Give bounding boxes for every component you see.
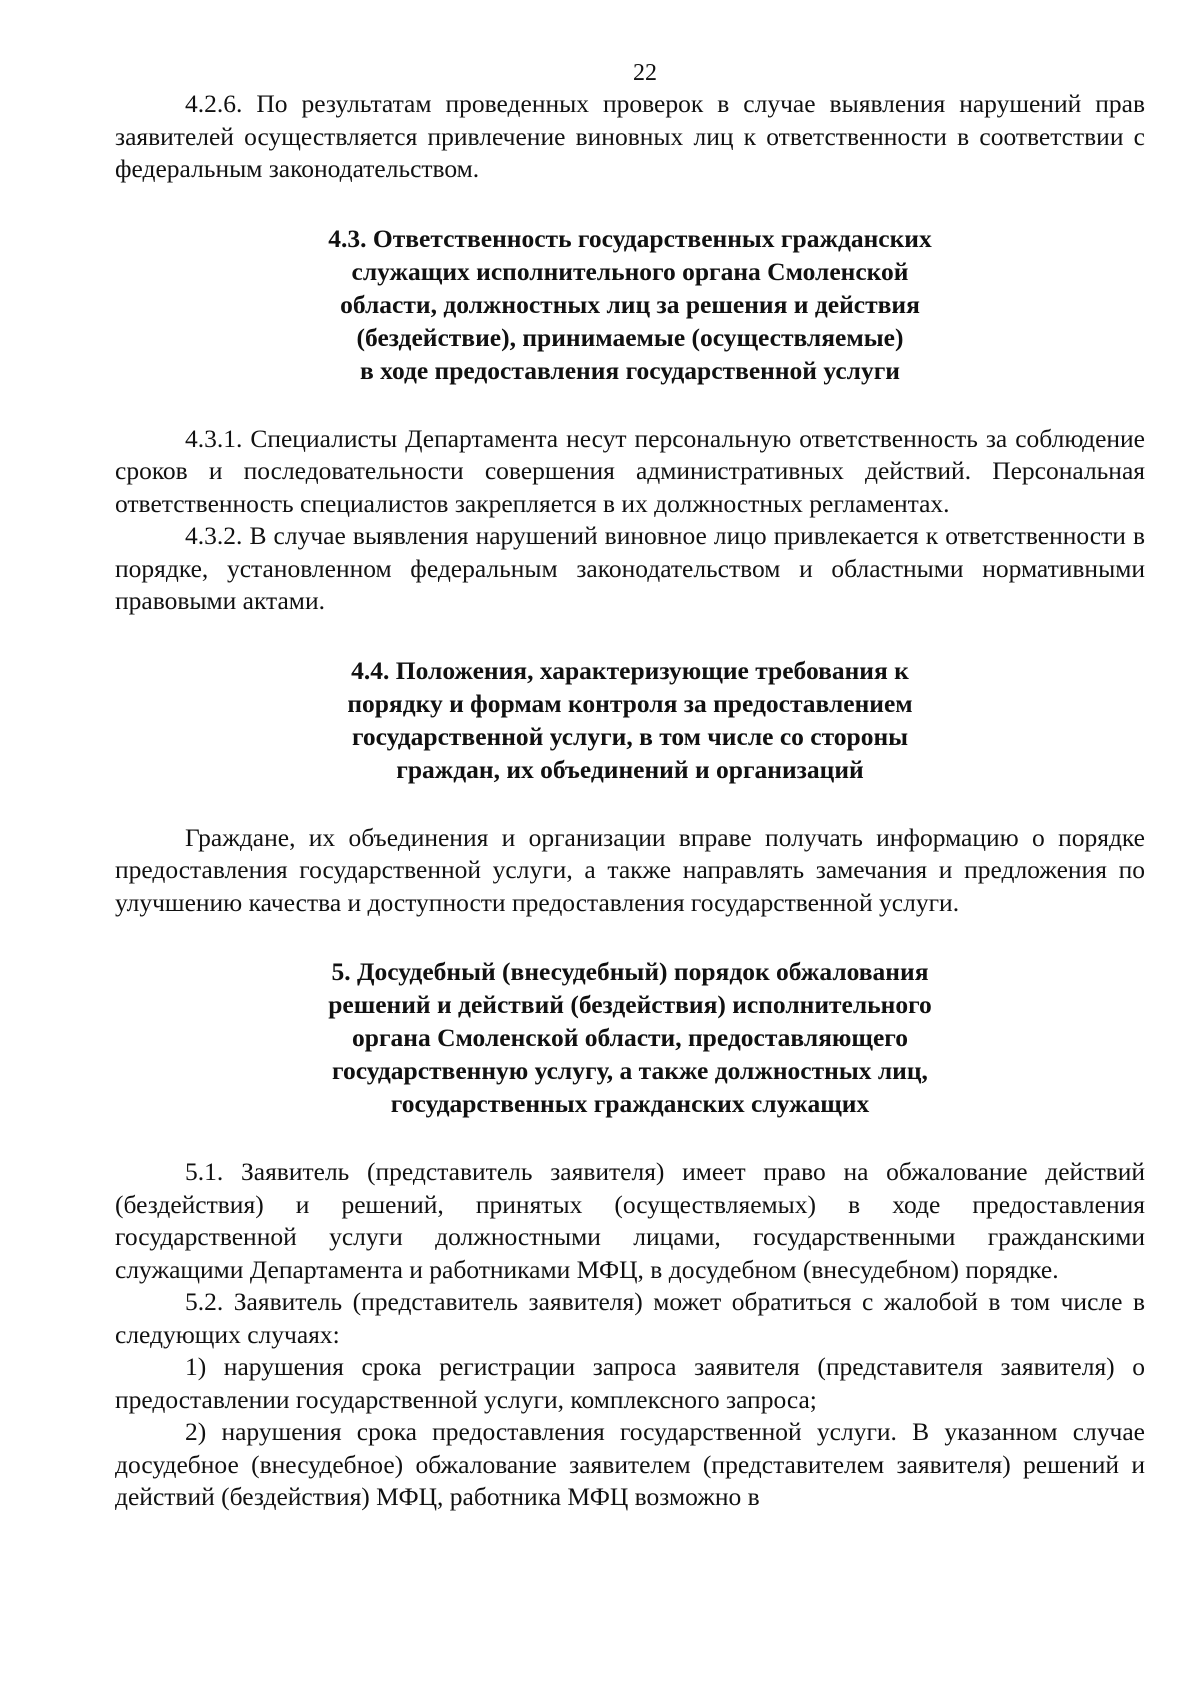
heading-4-4-line-3: государственной услуги, в том числе со стороны [351,721,909,751]
paragraph-5-1: 5.1. Заявитель (представитель заявителя) имеет право на обжалование действий (бездействия) и решений, принятых (осуществляемых) в ходе предоставления государственной услуги должностными лицами, государственными гражданскими служащими Департамента и работниками МФЦ, в досудебном (внесудебном) порядке. [115,1157,1145,1284]
paragraph-4-3-1: 4.3.1. Специалисты Департамента несут персональную ответственность за соблюдение сроков и последовательности совершения административных действий. Персональная ответственность специалистов закрепляется в их должностных регламентах. [115,423,1145,518]
heading-5-line-5: государственных гражданских служащих [390,1089,870,1118]
heading-4-4-line-1: 4.4. Положения, характеризующие требования к [351,655,909,685]
heading-4-3-line-4: (бездействие), принимаемые (осуществляемые) [356,322,904,352]
paragraph-5-2: 5.2. Заявитель (представитель заявителя) может обратиться с жалобой в том числе в следующих случаях: [115,1287,1145,1349]
heading-4-3-line-1: 4.3. Ответственность государственных гражданских [328,223,932,253]
list-item-2: 2) нарушения срока предоставления государственной услуги. В указанном случае досудебное (внесудебное) обжалование заявителем (представителем заявителя) решений и действий (бездействия) МФЦ, работника МФЦ возможно в [115,1417,1145,1511]
heading-4-4-line-4: граждан, их объединений и организаций [396,754,864,784]
heading-4-4-line-2: порядку и формам контроля за предоставлением [347,688,913,718]
paragraph-4-4: Граждане, их объединения и организации вправе получать информацию о порядке предоставления государственной услуги, а также направлять замечания и предложения по улучшению качества и доступности предоставления государственной услуги. [115,822,1145,917]
heading-5-line-1: 5. Досудебный (внесудебный) порядок обжалования [331,957,929,986]
heading-4-3-line-2: служащих исполнительного органа Смоленской [351,256,909,286]
paragraph-4-3-2: 4.3.2. В случае выявления нарушений виновное лицо привлекается к ответственности в порядке, установленном федеральным законодательством и областными нормативными правовыми актами. [115,521,1145,615]
page-content [115,58,1145,1514]
heading-4-3 [280,222,980,387]
heading-4-4 [280,654,980,786]
paragraph-4-2-6: 4.2.6. По результатам проведенных проверок в случае выявления нарушений прав заявителей осуществляется привлечение виновных лиц к ответственности в соответствии с федеральным законодательством. [115,89,1145,183]
heading-5 [280,955,980,1120]
heading-5-line-2: решений и действий (бездействия) исполнительного [328,990,932,1019]
heading-4-3-line-3: области, должностных лиц за решения и действия [340,289,920,319]
page-number: 22 [633,60,657,86]
heading-5-line-3: органа Смоленской области, предоставляющего [352,1023,908,1052]
heading-5-line-4: государственную услугу, а также должностных лиц, [332,1056,928,1085]
heading-4-3-line-5: в ходе предоставления государственной услуги [360,355,900,385]
list-item-1: 1) нарушения срока регистрации запроса заявителя (представителя заявителя) о предоставлении государственной услуги, комплексного запроса; [115,1352,1145,1414]
